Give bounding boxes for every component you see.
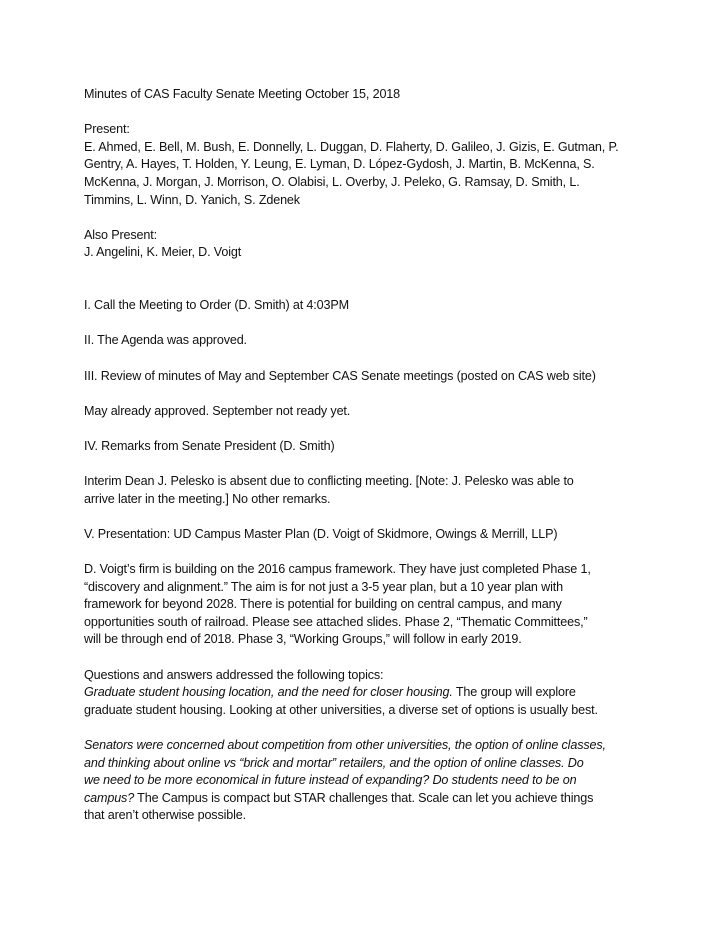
qa-section	[84, 667, 650, 720]
present-names-line: McKenna, J. Morgan, J. Morrison, O. Olabisi, L. Overby, J. Peleko, G. Ramsay, D. Smith, L.	[84, 174, 580, 189]
document-title: Minutes of CAS Faculty Senate Meeting October 15, 2018	[84, 87, 401, 101]
paragraph-line: Interim Dean J. Pelesko is absent due to conflicting meeting. [Note: J. Pelesko was able to	[84, 474, 574, 489]
also-present-names: J. Angelini, K. Meier, D. Voigt	[84, 245, 242, 260]
agenda-item-5-body	[84, 561, 650, 649]
paragraph-line: “discovery and alignment.” The aim is for not just a 3-5 year plan, but a 10 year plan with	[84, 579, 563, 594]
qa-topic-2	[84, 737, 650, 825]
agenda-item-3: III. Review of minutes of May and September CAS Senate meetings (posted on CAS web site)	[84, 368, 596, 383]
qa-topic-1-question: Graduate student housing location, and the need for closer housing.	[84, 685, 453, 700]
qa-topic-2-answer-line: that aren’t otherwise possible.	[84, 808, 246, 823]
qa-intro: Questions and answers addressed the following topics:	[84, 667, 384, 682]
paragraph-line: will be through end of 2018. Phase 3, “Working Groups,” will follow in early 2019.	[84, 632, 522, 647]
present-names-line: Timmins, L. Winn, D. Yanich, S. Zdenek	[84, 192, 300, 207]
agenda-item-4-body	[84, 473, 650, 508]
agenda-item-3-note: May already approved. September not ready yet.	[84, 403, 351, 418]
qa-topic-2-question-end: campus?	[84, 790, 135, 805]
qa-topic-1-answer: The group will explore	[452, 685, 576, 700]
paragraph-line: opportunities south of railroad. Please see attached slides. Phase 2, “Thematic Committees,”	[84, 614, 588, 629]
agenda-item-1: I. Call the Meeting to Order (D. Smith) at 4:03PM	[84, 298, 349, 313]
also-present-section	[84, 227, 650, 262]
present-heading: Present:	[84, 122, 130, 137]
agenda-item-5: V. Presentation: UD Campus Master Plan (D. Voigt of Skidmore, Owings & Merrill, LLP)	[84, 526, 558, 541]
present-names-line: E. Ahmed, E. Bell, M. Bush, E. Donnelly, L. Duggan, D. Flaherty, D. Galileo, J. Gizis, E. Gutman, P.	[84, 139, 619, 154]
also-present-heading: Also Present:	[84, 227, 157, 242]
paragraph-line: framework for beyond 2028. There is potential for building on central campus, and many	[84, 597, 562, 612]
agenda-item-4: IV. Remarks from Senate President (D. Smith)	[84, 438, 335, 453]
qa-topic-1	[84, 684, 650, 702]
paragraph-line: arrive later in the meeting.] No other remarks.	[84, 491, 331, 506]
qa-topic-1-answer-line: graduate student housing. Looking at other universities, a diverse set of options is usually best.	[84, 702, 598, 717]
present-names-line: Gentry, A. Hayes, T. Holden, Y. Leung, E. Lyman, D. López-Gydosh, J. Martin, B. McKenna, S.	[84, 157, 595, 172]
paragraph-line: D. Voigt’s firm is building on the 2016 campus framework. They have just completed Phase 1,	[84, 562, 591, 577]
qa-topic-2-answer: The Campus is compact but STAR challenges that. Scale can let you achieve things	[134, 790, 594, 805]
qa-topic-2-question-line: we need to be more economical in future instead of expanding? Do students need to be on	[84, 773, 577, 788]
qa-topic-2-mixed-line	[84, 790, 650, 808]
agenda-item-2: II. The Agenda was approved.	[84, 333, 247, 348]
qa-topic-2-question-line: Senators were concerned about competition from other universities, the option of online classes,	[84, 737, 606, 752]
qa-topic-2-question-line: and thinking about online vs “brick and mortar” retailers, and the option of online classes. Do	[84, 755, 584, 770]
present-section	[84, 121, 650, 209]
